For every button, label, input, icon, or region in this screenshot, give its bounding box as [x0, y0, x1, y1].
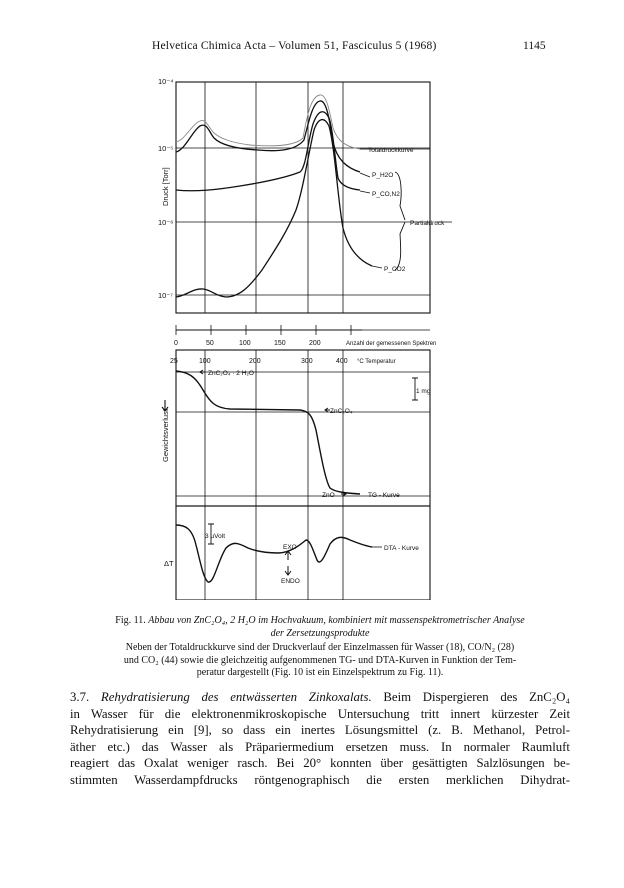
h2o-leader — [360, 173, 370, 177]
paragraph-line-0: Beim Dispergieren des ZnC₂O₄ — [383, 690, 571, 704]
y-tick-1e-4: 10⁻⁴ — [158, 77, 174, 86]
paragraph-line-4: reagiert das Oxalat weniger rasch. Bei 20° konnten über gesättigten Salzlösungen be- — [70, 756, 570, 770]
figure-caption-title — [70, 615, 570, 640]
hydrate-label: ZnC₂O₄ · 2 H₂O — [208, 370, 254, 377]
paragraph-line-5: stimmten Wasserdampfdrucks röntgenographisch die ersten merklichen Dihydrat- — [70, 772, 570, 787]
temp-tick-25: 25 — [170, 358, 178, 365]
figure-caption-description — [70, 642, 570, 680]
caption-desc-line3: peratur dargestellt (Fig. 10 ist ein Einzelspektrum zu Fig. 11). — [196, 667, 444, 678]
partial-brace-bottom — [395, 222, 405, 270]
co-n2-label: P_CO,N2 — [372, 191, 400, 198]
co2-leader — [372, 266, 382, 268]
exo-label: EXO — [283, 544, 297, 551]
spectrum-tick-100: 100 — [239, 340, 251, 347]
paragraph-line-3: äther etc.) das Wasser als Präpariermedium ersetzen muss. In normaler Raumluft — [70, 739, 570, 754]
temp-tick-200: 200 — [249, 358, 261, 365]
caption-title-line1: Abbau von ZnC₂O₄, 2 H₂O im Hochvakuum, kombiniert mit massenspektrometrischer Analyse — [148, 615, 525, 626]
h2o-label: P_H2O — [372, 172, 394, 179]
figure-number: Fig. 11. — [115, 615, 146, 626]
hydrate-arrow — [200, 370, 205, 374]
spectrum-tick-50: 50 — [206, 340, 214, 347]
partial-pressure-label: Partialdruck — [410, 220, 445, 227]
temp-tick-400: 400 — [336, 358, 348, 365]
paragraph-line-1: in Wasser für die elektronenmikroskopische Untersuchung tritt innert kürzester Zeit — [70, 706, 570, 721]
microvolt-scale-label: 3 µVolt — [205, 533, 226, 540]
section-paragraph — [70, 689, 570, 788]
spectrum-tick-200: 200 — [309, 340, 321, 347]
spectrum-tick-150: 150 — [274, 340, 286, 347]
zno-label: ZnO — [322, 492, 335, 499]
delta-t-label: ΔT — [164, 559, 174, 568]
section-number: 3.7. — [70, 690, 90, 704]
journal-header-title: Helvetica Chimica Acta – Volumen 51, Fasciculus 5 (1968) — [152, 40, 437, 52]
temp-axis-label: °C Temperatur — [357, 359, 396, 365]
oxalate-label: ZnC₂O₄ — [330, 408, 353, 415]
temp-tick-100: 100 — [199, 358, 211, 365]
y-tick-1e-6: 10⁻⁶ — [158, 218, 174, 227]
tg-curve-label: TG - Kurve — [368, 492, 400, 499]
dta-curve-label: DTA - Kurve — [384, 545, 419, 552]
paragraph-line-2: Rehydratisierung ein [9], so dass ein inertes Lösungsmittel (z. B. Methanol, Petrol- — [70, 723, 570, 737]
y-tick-1e-7: 10⁻⁷ — [158, 291, 174, 300]
spectrum-axis-label: Anzahl der gemessenen Spektren — [346, 341, 437, 347]
caption-desc-line1: Neben der Totaldruckkurve sind der Druckverlauf der Einzelmassen für Wasser (18), CO/N₂ (28) — [125, 642, 515, 653]
pressure-axis-label: Druck [Torr] — [161, 167, 170, 206]
page-number: 1145 — [523, 40, 546, 52]
tg-curve — [176, 371, 360, 494]
caption-title-line2: der Zersetzungsprodukte — [270, 627, 370, 639]
temp-tick-300: 300 — [301, 358, 313, 365]
spectrum-tick-0: 0 — [174, 340, 178, 347]
total-curve-label: Totaldruckkurve — [368, 147, 414, 154]
y-tick-1e-5: 10⁻⁵ — [158, 144, 174, 153]
endo-arrow — [285, 566, 291, 575]
co-n2-leader — [360, 191, 370, 193]
mg-scale-label: 1 mg — [416, 388, 431, 395]
section-heading: Rehydratisierung des entwässerten Zinkoxalats. — [100, 690, 372, 704]
caption-desc-line2: und CO₂ (44) sowie die gleichzeitig aufgenommenen TG- und DTA-Kurven in Funktion der Tem- — [123, 654, 517, 666]
endo-label: ENDO — [281, 578, 300, 585]
dta-panel-frame — [176, 506, 430, 600]
co2-label: P_CO2 — [384, 266, 406, 273]
weight-loss-axis-label: Gewichtsverlust — [161, 409, 170, 462]
